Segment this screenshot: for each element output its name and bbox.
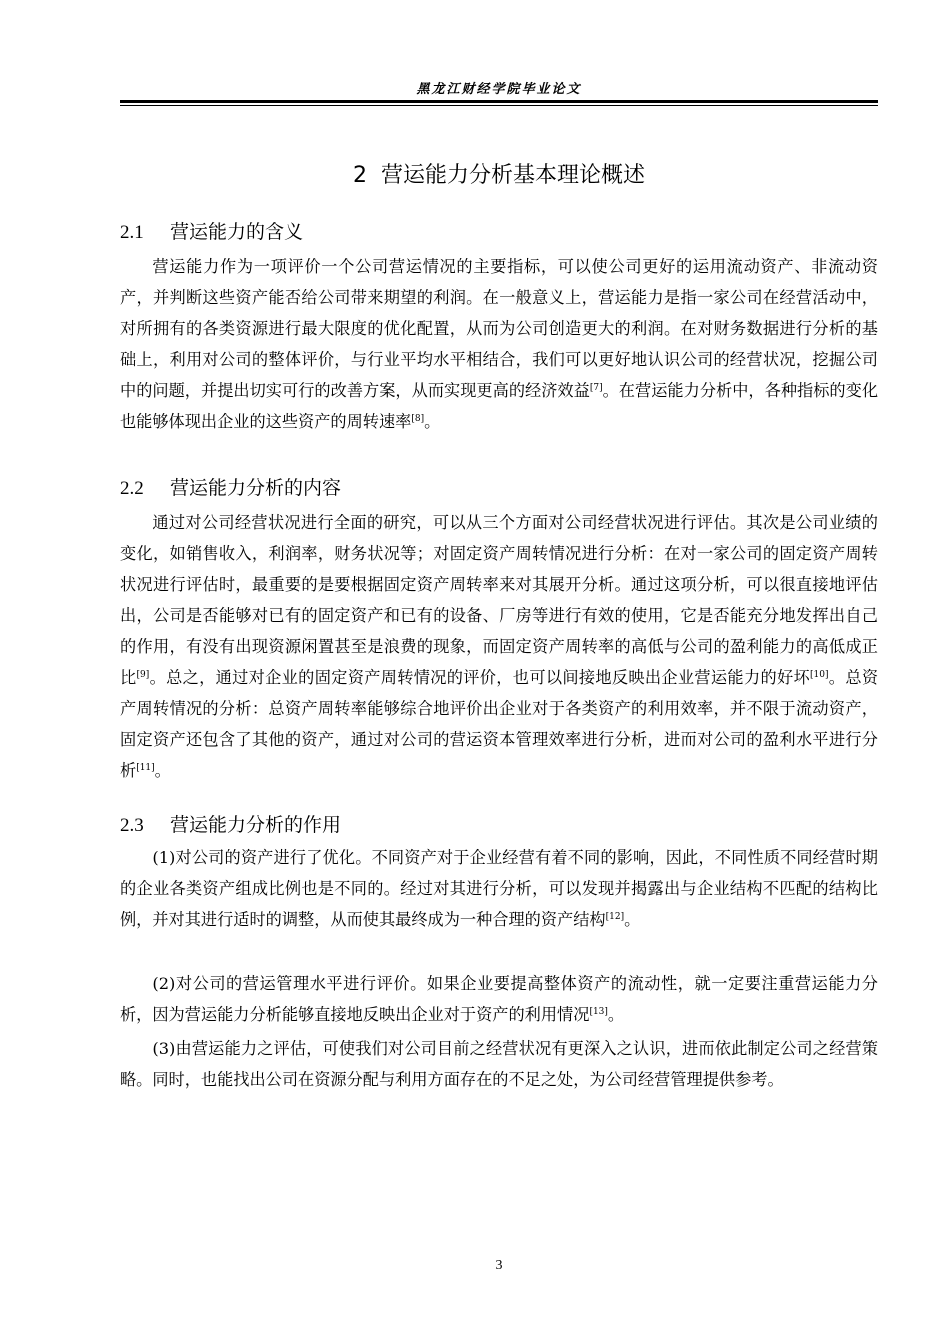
paragraph-text: (1)对公司的资产进行了优化。不同资产对于企业经营有着不同的影响，因此，不同性质不同经营时期的企业各类资产组成比例也是不同的。经过对其进行分析，可以发现并揭露出与企业结构不匹配的结构比例，并对其进行适时的调整，从而使其最终成为一种合理的资产结构 xyxy=(120,848,878,929)
paragraph-2-2 xyxy=(120,507,878,786)
paragraph-text: 。在营运能力分析中，各种指标的变化也能够体现出企业的这些资产的周转速率 xyxy=(120,381,879,431)
section-title: 营运能力分析的作用 xyxy=(170,814,342,836)
paragraph-2-3-2 xyxy=(120,968,878,1030)
section-number: 2.3 xyxy=(120,815,144,836)
paragraph-2-3-1 xyxy=(120,842,878,935)
section-title: 营运能力分析的内容 xyxy=(170,477,342,499)
paragraph-2-1 xyxy=(120,251,878,437)
chapter-title-text: 营运能力分析基本理论概述 xyxy=(380,163,645,188)
citation-ref: [13] xyxy=(589,1007,608,1017)
citation-ref: [7] xyxy=(589,383,603,393)
paragraph-text: 通过对公司经营状况进行全面的研究，可以从三个方面对公司经营状况进行评估。其次是公司业绩的变化，如销售收入，利润率，财务状况等；对固定资产周转情况进行分析：在对一家公司的固定资产周转状况进行评估时，最重要的是要根据固定资产周转率来对其展开分析。通过这项分析，可以很直接地评估出，公司是否能够对已有的固定资产和已有的设备、厂房等进行有效的使用，它是否能充分地发挥出自己的作用，有没有出现资源闲置甚至是浪费的现象，而固定资产周转率的高低与公司的盈利能力的高低成正比 xyxy=(120,513,878,687)
paragraph-text: 。 xyxy=(624,910,641,929)
paragraph-text: (2)对公司的营运管理水平进行评价。如果企业要提高整体资产的流动性，就一定要注重营运能力分析，因为营运能力分析能够直接地反映出企业对于资产的利用情况 xyxy=(120,974,878,1024)
paragraph-2-3-3 xyxy=(120,1033,878,1095)
section-number: 2.1 xyxy=(120,222,144,243)
page-number: 3 xyxy=(495,1258,503,1273)
paragraph-text: 。总资产周转情况的分析：总资产周转率能够综合地评价出企业对于各类资产的利用效率，并不限于流动资产，固定资产还包含了其他的资产，通过对公司的营运资本管理效率进行分析，进而对公司的盈利水平进行分析 xyxy=(120,668,879,780)
citation-ref: [10] xyxy=(810,670,829,680)
section-heading-2-2 xyxy=(120,473,341,500)
paragraph-text: 。 xyxy=(424,412,441,431)
paragraph-text: 。 xyxy=(607,1005,625,1024)
paragraph-text: 营运能力作为一项评价一个公司营运情况的主要指标，可以使公司更好的运用流动资产、非流动资产，并判断这些资产能否给公司带来期望的利润。在一般意义上，营运能力是指一家公司在经营活动中，对所拥有的各类资源进行最大限度的优化配置，从而为公司创造更大的利润。在对财务数据进行分析的基础上，利用对公司的整体评价，与行业平均水平相结合，我们可以更好地认识公司的经营状况，挖掘公司中的问题，并提出切实可行的改善方案，从而实现更高的经济效益 xyxy=(120,257,878,400)
paragraph-text: 。总之，通过对企业的固定资产周转情况的评价，也可以间接地反映出企业营运能力的好坏 xyxy=(149,668,810,687)
chapter-title xyxy=(120,158,878,189)
paragraph-text: (3)由营运能力之评估，可使我们对公司目前之经营状况有更深入之认识，进而依此制定公司之经营策略。同时，也能找出公司在资源分配与利用方面存在的不足之处，为公司经营管理提供参考。 xyxy=(120,1039,878,1089)
section-number: 2.2 xyxy=(120,478,144,499)
section-title: 营运能力的含义 xyxy=(170,221,304,243)
header-rule-thick xyxy=(120,100,878,103)
citation-ref: [8] xyxy=(411,414,425,424)
chapter-number: 2 xyxy=(352,163,367,188)
citation-ref: [11] xyxy=(136,763,155,773)
running-header: 黑龙江财经学院毕业论文 xyxy=(416,82,582,97)
citation-ref: [9] xyxy=(136,670,150,680)
citation-ref: [12] xyxy=(605,912,625,922)
section-heading-2-3 xyxy=(120,810,341,837)
header-rule-thin xyxy=(120,105,878,106)
paragraph-text: 。 xyxy=(154,761,171,780)
section-heading-2-1 xyxy=(120,217,303,244)
